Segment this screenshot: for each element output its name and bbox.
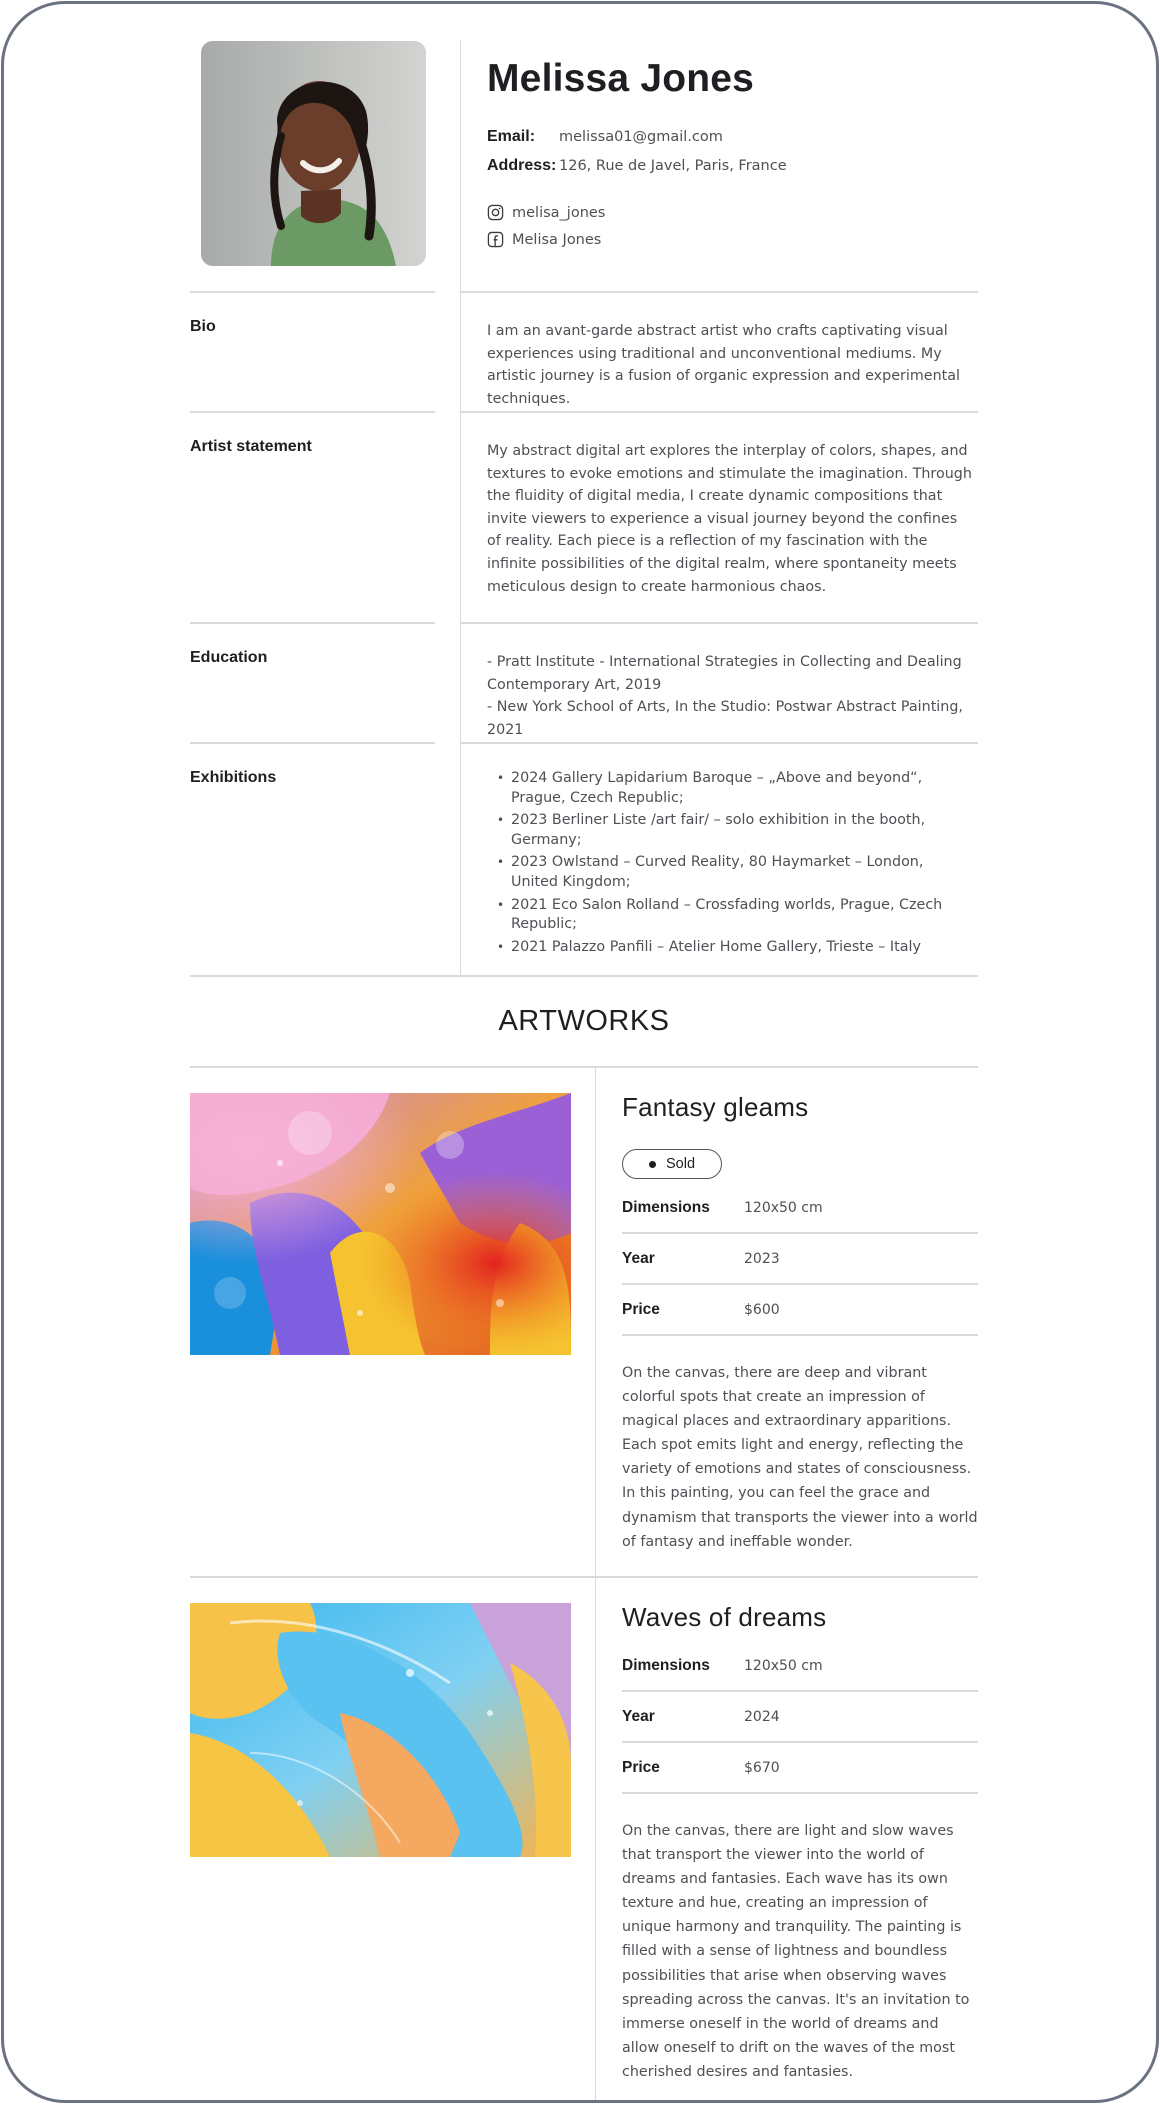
spec-label: Year: [622, 1249, 655, 1267]
artwork-details: [622, 1578, 978, 2103]
artwork-title: Fantasy gleams: [622, 1092, 809, 1122]
artwork-description: On the canvas, there are light and slow waves that transport the viewer into the world of dreams and fantasies. Each wave has its own texture and hue, creating an impression of unique harmony and tranquility. The painting is filled with a sense of lightness and boundless possibilities that arise when observing waves spreading across the canvas. It's an invitation to immerse oneself in the world of dreams and allow oneself to drift on the waves of the most cherished desires and fantasies.: [622, 1823, 970, 2080]
bio-heading: Bio: [190, 318, 216, 335]
spec-label: Dimensions: [622, 1656, 710, 1674]
artwork-divider: [595, 1068, 596, 1576]
spec-label: Price: [622, 1300, 660, 1318]
spec-value: $670: [744, 1759, 780, 1776]
artwork-details: [622, 1068, 978, 1580]
exhibition-item: • 2021 Eco Salon Rolland – Crossfading worlds, Prague, Czech Republic;: [497, 896, 974, 935]
exhibition-item: • 2023 Berliner Liste /art fair/ – solo exhibition in the booth, Germany;: [497, 811, 974, 850]
exhibitions-section: [190, 742, 978, 975]
spec-row-dimensions: [622, 1183, 978, 1234]
section-divider: [460, 413, 461, 622]
instagram-handle: melisa_jones: [512, 204, 606, 221]
address-row: [487, 157, 787, 175]
artist-statement-heading: Artist statement: [190, 438, 312, 455]
artist-profile-page: [190, 40, 978, 2103]
artist-statement-section: [190, 411, 978, 622]
address-value: 126, Rue de Javel, Paris, France: [559, 158, 787, 174]
spec-row-year: [622, 1692, 978, 1743]
spec-value: $600: [744, 1301, 780, 1318]
exhibitions-list: [487, 744, 978, 975]
artwork-card: [190, 1066, 978, 1576]
spec-row-dimensions: [622, 1641, 978, 1692]
section-divider: [460, 293, 461, 411]
spec-value: 120x50 cm: [744, 1657, 823, 1674]
facebook-link[interactable]: [487, 231, 601, 248]
spec-row-price: [622, 1285, 978, 1336]
instagram-icon: [487, 204, 504, 221]
artist-statement-text: My abstract digital art explores the interplay of colors, shapes, and textures to evoke emotions and stimulate the imagination. Through the fluidity of digital media, I create dynamic compositions that invite viewers to experience a visual journey beyond the confines of reality. Each piece is a reflection of my fascination with the infinite possibilities of the digital realm, where spontaneity meets meticulous design to create harmonious chaos.: [487, 443, 972, 595]
exhibition-item: • 2023 Owlstand – Curved Reality, 80 Haymarket – London, United Kingdom;: [497, 853, 974, 892]
artwork-image-fantasy-gleams[interactable]: [190, 1093, 571, 1355]
artwork-title: Waves of dreams: [622, 1602, 827, 1632]
facebook-icon: [487, 231, 504, 248]
spec-row-price: [622, 1743, 978, 1794]
section-divider: [460, 744, 461, 975]
spec-label: Dimensions: [622, 1198, 710, 1216]
profile-photo: [201, 41, 426, 266]
education-item: - New York School of Arts, In the Studio: Postwar Abstract Painting, 2021: [487, 699, 963, 738]
spec-label: Price: [622, 1758, 660, 1776]
email-label: Email:: [487, 128, 536, 145]
education-list: [487, 624, 978, 742]
bio-section: [190, 291, 978, 411]
status-label: Sold: [666, 1156, 696, 1172]
artwork-divider: [595, 1578, 596, 2103]
email-value[interactable]: melissa01@gmail.com: [559, 129, 723, 145]
facebook-name: Melisa Jones: [512, 231, 602, 248]
exhibitions-heading: Exhibitions: [190, 769, 277, 786]
bio-text: I am an avant-garde abstract artist who crafts captivating visual experiences using traditional and unconventional mediums. My artistic journey is a fusion of organic expression and experimental techniques.: [487, 323, 960, 407]
dot-icon: [649, 1161, 656, 1168]
artwork-description: On the canvas, there are deep and vibrant colorful spots that create an impression of magical places and extraordinary apparitions. Each spot emits light and energy, reflecting the variety of emotions and states of consciousness. In this painting, you can feel the grace and dynamism that transports the viewer into a world of fantasy and ineffable wonder.: [622, 1365, 978, 1550]
spec-value: 2024: [744, 1708, 780, 1725]
email-row: [487, 128, 723, 146]
device-frame: [1, 1, 1159, 2103]
profile-header: [190, 40, 978, 291]
artworks-heading: ARTWORKS: [498, 1005, 670, 1037]
section-divider: [460, 624, 461, 742]
instagram-link[interactable]: [487, 204, 605, 221]
spec-label: Year: [622, 1707, 655, 1725]
spec-value: 2023: [744, 1250, 780, 1267]
spec-value: 120x50 cm: [744, 1199, 823, 1216]
header-divider: [460, 40, 461, 291]
status-badge: [622, 1149, 722, 1179]
education-section: [190, 622, 978, 742]
education-heading: Education: [190, 649, 268, 666]
exhibition-item: • 2024 Gallery Lapidarium Baroque – „Above and beyond“, Prague, Czech Republic;: [497, 769, 974, 808]
exhibition-item: • 2021 Palazzo Panfili – Atelier Home Gallery, Trieste – Italy: [497, 938, 974, 958]
artist-name: Melissa Jones: [487, 57, 755, 100]
address-label: Address:: [487, 157, 557, 174]
education-item: - Pratt Institute - International Strategies in Collecting and Dealing Contemporary Art, 2019: [487, 654, 962, 693]
artwork-image-waves-of-dreams[interactable]: [190, 1603, 571, 1857]
spec-row-year: [622, 1234, 978, 1285]
artwork-card: [190, 1576, 978, 2103]
